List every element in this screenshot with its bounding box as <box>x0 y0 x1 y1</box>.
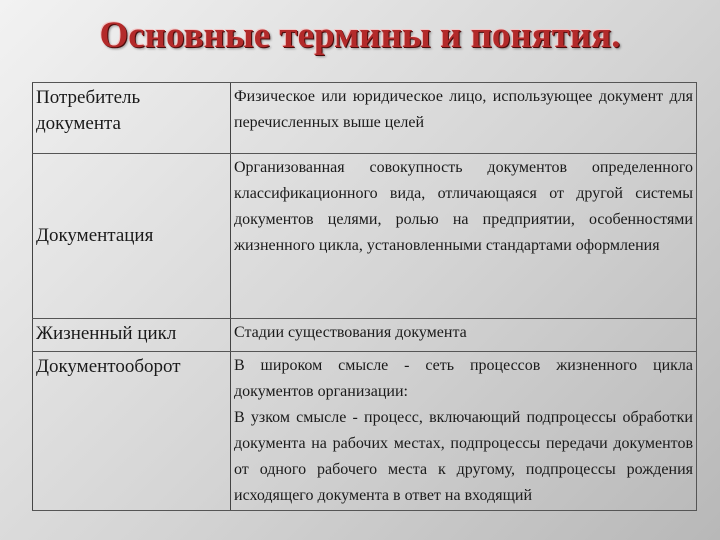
term-consumer: Потребитель документа <box>36 87 141 134</box>
definition-workflow-narrow: В узком смысле - процесс, включающий подпроцессы обработки документа на рабочих местах, подпроцессы передачи документов от одного рабочего места к другому, подпроцессы рождения исходящего документа в ответ на входящий <box>234 409 693 504</box>
table-row <box>33 83 697 154</box>
definition-documentation: Организованная совокупность документов определенного классификационного вида, отличающаяся от другой системы документов целями, ролью на предприятии, особенностями жизненного цикла, установленными стандартами оформления <box>234 159 693 254</box>
term-documentation: Документация <box>36 225 154 246</box>
term-cell <box>33 352 231 511</box>
term-lifecycle: Жизненный цикл <box>36 323 177 344</box>
term-cell <box>33 83 231 154</box>
definition-cell <box>231 83 697 154</box>
slide-title: Основные термины и понятия. <box>99 15 621 56</box>
definition-cell <box>231 352 697 511</box>
definition-workflow <box>232 353 695 509</box>
terms-table <box>32 82 697 511</box>
definition-cell <box>231 154 697 319</box>
term-cell <box>33 319 231 352</box>
definition-workflow-broad: В широком смысле - сеть процессов жизненного цикла документов организации: <box>234 357 693 400</box>
definition-cell <box>231 319 697 352</box>
term-cell <box>33 154 231 319</box>
table-row <box>33 319 697 352</box>
table-row <box>33 154 697 319</box>
term-workflow: Документооборот <box>36 356 181 377</box>
definition-consumer: Физическое или юридическое лицо, использующее документ для перечисленных выше целей <box>234 88 693 131</box>
table-row <box>33 352 697 511</box>
definition-lifecycle: Стадии существования документа <box>234 324 467 341</box>
